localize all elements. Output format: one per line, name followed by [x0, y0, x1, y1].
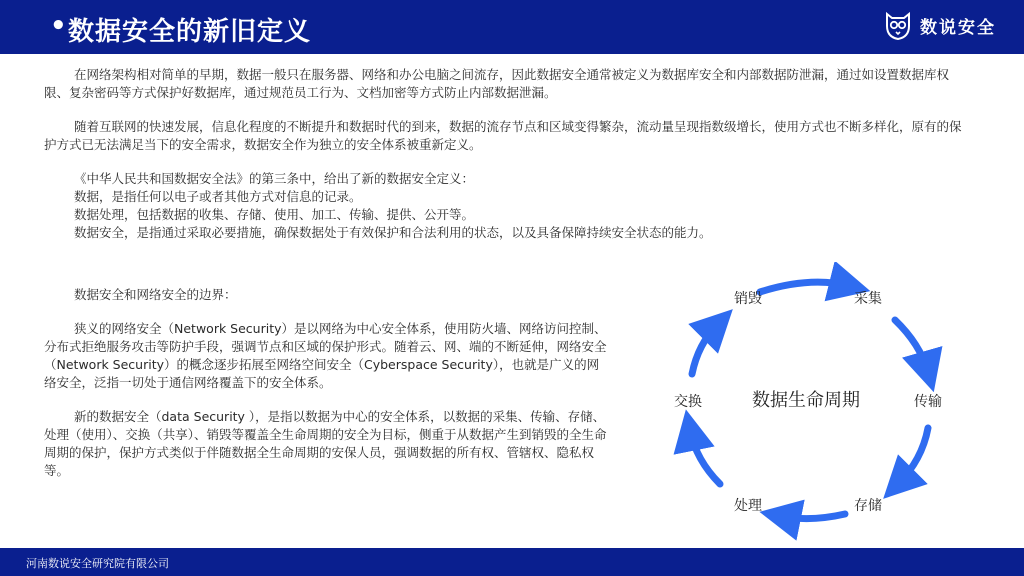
- bullet-icon: •: [50, 11, 67, 41]
- cycle-center-label: 数据生命周期: [752, 390, 860, 411]
- new-data-security: 新的数据安全（data Security ），是指以数据为中心的安全体系，以数据的采集、传输、存储、处理（使用）、交换（共享）、销毁等覆盖全生命周期的安全为目标，侧重于从数据产生到销毁的全生命周期的保护，保护方式类似于伴随数据全生命周期的安保人员，强调数据的所有权、管辖权、隐私权等。: [44, 409, 607, 478]
- paragraph-internet: 随着互联网的快速发展，信息化程度的不断提升和数据时代的到来，数据的流存节点和区域变得繁杂，流动量呈现指数级增长，使用方式也不断多样化，原有的保护方式已无法满足当下的安全需求，数据安全作为独立的安全体系被重新定义。: [44, 119, 962, 152]
- stage-transmit: 传输: [914, 394, 942, 410]
- stage-store: 存储: [854, 498, 882, 514]
- narrow-network-security: 狭义的网络安全（Network Security）是以网络为中心安全体系，使用防火墙、网络访问控制、分布式拒绝服务攻击等防护手段，强调节点和区域的保护形式。随着云、网、端的不断延伸，网络安全（Network Security）的概念逐步拓展至网络空间安全（Cyberspace Security），也就是广义的网络安全，泛指一切处于通信网络覆盖下的安全体系。: [44, 321, 607, 390]
- stage-destroy: 销毁: [734, 291, 762, 307]
- cycle-arrow-transmit-to-store: [898, 428, 928, 484]
- boundary-heading: 数据安全和网络安全的边界：: [74, 287, 237, 302]
- header-bar: [0, 0, 1024, 54]
- paragraph-early: 在网络架构相对简单的早期，数据一般只在服务器、网络和办公电脑之间流存，因此数据安全通常被定义为数据库安全和内部数据防泄漏，通过如设置数据库权限、复杂密码等方式保护好数据库，通过规范员工行为、文档加密等方式防止内部数据泄漏。: [44, 67, 950, 100]
- stage-process: 处理: [734, 498, 762, 514]
- cycle-arrow-exchange-to-destroy: [692, 324, 718, 374]
- brand-logo: [884, 10, 996, 40]
- cycle-arrow-collect-to-transmit: [895, 320, 928, 372]
- boundary-section: [44, 286, 610, 480]
- law-intro: 《中华人民共和国数据安全法》的第三条中，给出了新的数据安全定义：: [74, 171, 475, 186]
- cycle-arrow-process-to-exchange: [690, 430, 720, 484]
- law-item: 数据安全，是指通过采取必要措施，确保数据处于有效保护和合法利用的状态，以及具备保障持续安全状态的能力。: [74, 225, 712, 240]
- cycle-arrow-store-to-process: [780, 514, 845, 519]
- law-definitions: [44, 170, 964, 242]
- law-item: 数据处理，包括数据的收集、存储、使用、加工、传输、提供、公开等。: [74, 207, 475, 222]
- logo-text: 数说安全: [920, 17, 996, 38]
- stage-collect: 采集: [854, 291, 882, 307]
- lifecycle-diagram: [640, 262, 980, 542]
- cycle-arrow-destroy-to-collect: [760, 282, 850, 292]
- footer-bar: [0, 548, 1024, 576]
- footer-org: 河南数说安全研究院有限公司: [26, 557, 169, 570]
- intro-section: [44, 66, 964, 242]
- law-item: 数据，是指任何以电子或者其他方式对信息的记录。: [74, 189, 362, 204]
- page-title: 数据安全的新旧定义: [68, 17, 312, 47]
- stage-exchange: 交换: [674, 394, 702, 410]
- owl-logo-icon: [884, 10, 912, 40]
